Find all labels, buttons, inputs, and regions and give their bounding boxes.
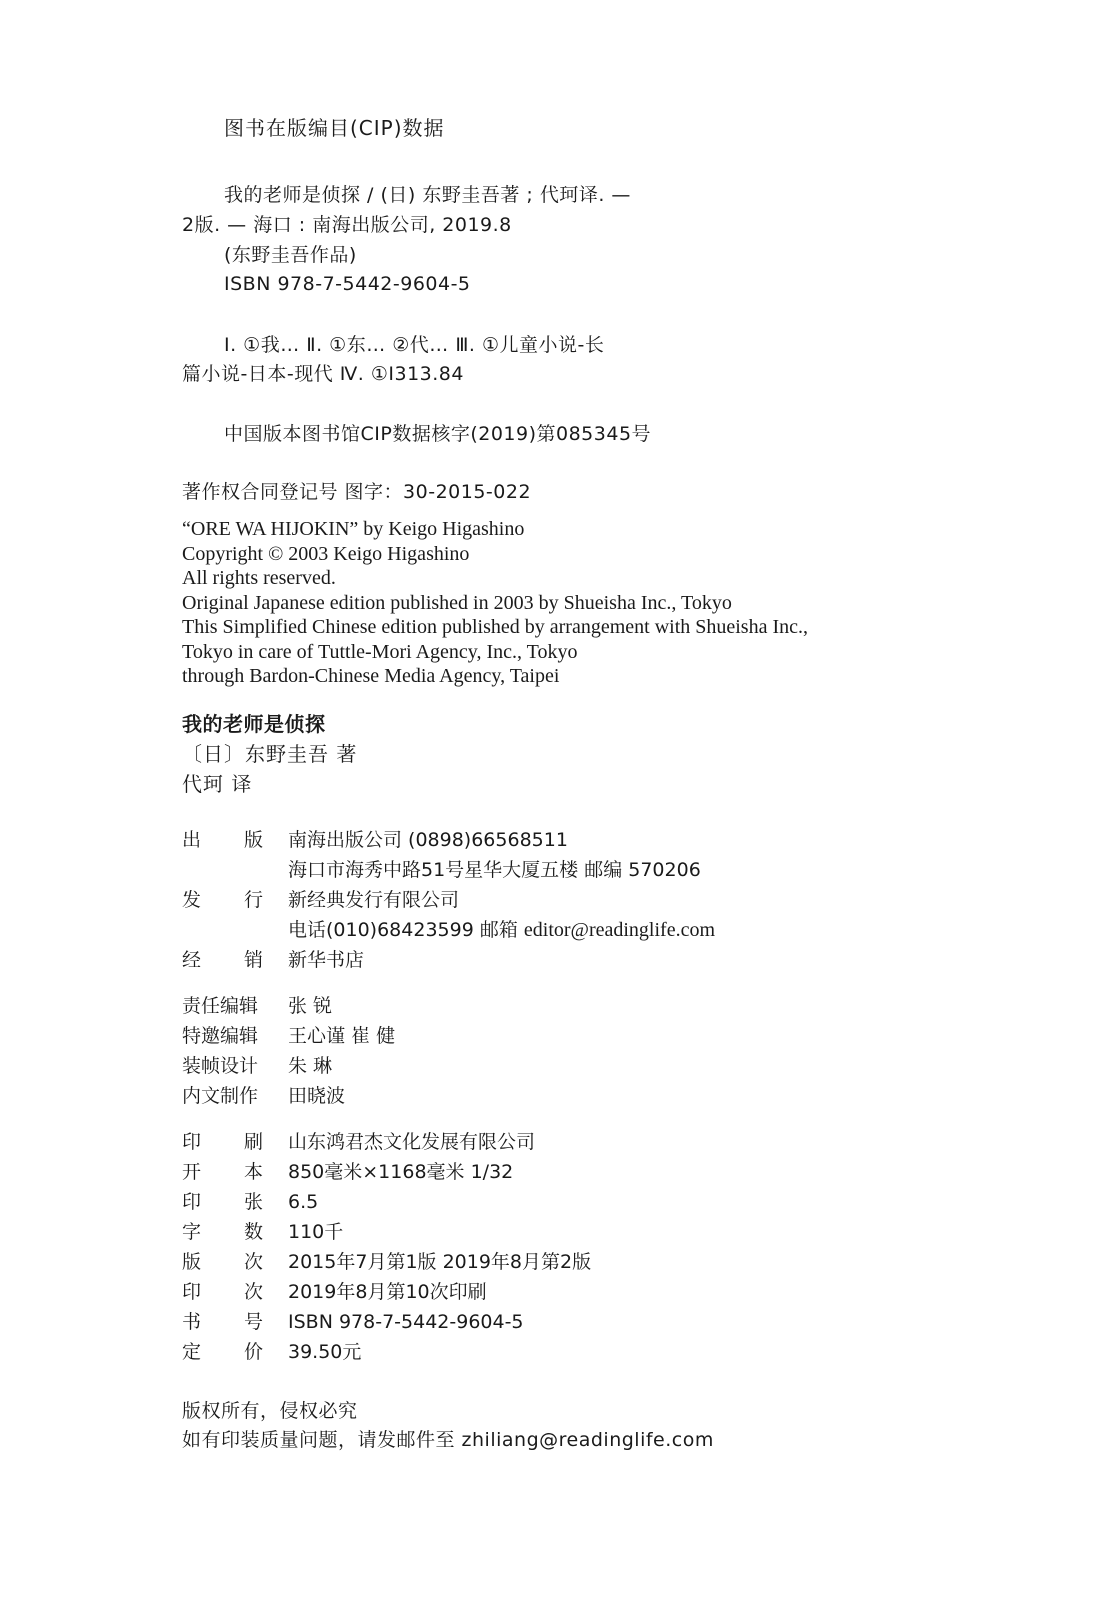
spec-label-edition-a: 版 <box>182 1251 202 1273</box>
spec-value-sheets: 6.5 <box>288 1191 319 1213</box>
spec-label-printing-a: 印 <box>182 1281 202 1303</box>
publisher-line1: 南海出版公司 (0898)66568511 <box>288 829 568 851</box>
publisher-line2: 海口市海秀中路51号星华大厦五楼 邮编 570206 <box>288 859 701 881</box>
cip-number: 中国版本图书馆CIP数据核字(2019)第085345号 <box>224 423 652 445</box>
spec-label-edition-b: 次 <box>244 1251 264 1273</box>
quality-notice: 如有印装质量问题，请发邮件至 zhiliang@readinglife.com <box>182 1429 714 1451</box>
spec-value-words: 110千 <box>288 1221 344 1243</box>
editor-label-responsible: 责任编辑 <box>182 995 259 1017</box>
spec-value-isbn: ISBN 978-7-5442-9604-5 <box>288 1311 524 1333</box>
spec-value-print: 山东鸿君杰文化发展有限公司 <box>288 1131 536 1153</box>
editor-label-special: 特邀编辑 <box>182 1025 259 1047</box>
distributor-line1: 新经典发行有限公司 <box>288 889 460 911</box>
distributor-label-a: 发 <box>182 889 202 911</box>
seller-value: 新华书店 <box>288 949 365 971</box>
spec-label-words-a: 字 <box>182 1221 202 1243</box>
cip-title: 图书在版编目(CIP)数据 <box>224 116 445 140</box>
spec-label-words-b: 数 <box>244 1221 264 1243</box>
spec-value-price: 39.50元 <box>288 1341 362 1363</box>
rights-notice: 版权所有，侵权必究 <box>182 1400 358 1422</box>
spec-label-isbn-a: 书 <box>182 1311 202 1333</box>
distributor-contact <box>288 918 715 942</box>
editor-value-special: 王心谨 崔 健 <box>288 1025 396 1047</box>
spec-value-printing: 2019年8月第10次印刷 <box>288 1281 487 1303</box>
seller-label-a: 经 <box>182 949 202 971</box>
cip-subject-line2: 篇小说-日本-现代 Ⅳ. ①I313.84 <box>182 363 464 385</box>
publisher-label-a: 出 <box>182 829 202 851</box>
spec-label-isbn-b: 号 <box>244 1311 264 1333</box>
cip-series: (东野圭吾作品) <box>224 244 357 266</box>
book-title: 我的老师是侦探 <box>182 712 326 736</box>
spec-value-edition: 2015年7月第1版 2019年8月第2版 <box>288 1251 592 1273</box>
editor-value-typesetting: 田晓波 <box>288 1085 346 1107</box>
distributor-label-b: 行 <box>244 889 264 911</box>
spec-value-format: 850毫米×1168毫米 1/32 <box>288 1161 514 1183</box>
english-line-7: through Bardon-Chinese Media Agency, Taipei <box>182 665 560 687</box>
english-line-6: Tokyo in care of Tuttle-Mori Agency, Inc., Tokyo <box>182 641 578 663</box>
spec-label-print-a: 印 <box>182 1131 202 1153</box>
editor-value-responsible: 张 锐 <box>288 995 333 1017</box>
spec-label-price-b: 价 <box>244 1341 264 1363</box>
copyright-registration: 著作权合同登记号 图字：30-2015-022 <box>182 481 532 503</box>
editor-label-typesetting: 内文制作 <box>182 1085 259 1107</box>
spec-label-price-a: 定 <box>182 1341 202 1363</box>
english-line-4: Original Japanese edition published in 2003 by Shueisha Inc., Tokyo <box>182 592 732 614</box>
distributor-phone: 电话(010)68423599 邮箱 <box>288 919 518 941</box>
cip-subject-line1: Ⅰ. ①我… Ⅱ. ①东… ②代… Ⅲ. ①儿童小说-长 <box>224 334 605 356</box>
spec-label-format-b: 本 <box>244 1161 264 1183</box>
seller-label-b: 销 <box>244 949 264 971</box>
english-line-3: All rights reserved. <box>182 567 336 589</box>
english-line-2: Copyright © 2003 Keigo Higashino <box>182 543 470 565</box>
cip-entry-line2: 2版. — 海口 : 南海出版公司, 2019.8 <box>182 214 512 236</box>
english-line-5: This Simplified Chinese edition published by arrangement with Shueisha Inc., <box>182 616 809 638</box>
spec-label-format-a: 开 <box>182 1161 202 1183</box>
publisher-label-b: 版 <box>244 829 264 851</box>
spec-label-printing-b: 次 <box>244 1281 264 1303</box>
book-author: 〔日〕东野圭吾 著 <box>182 742 358 766</box>
cip-entry-line1: 我的老师是侦探 / (日) 东野圭吾著 ; 代珂译. — <box>224 184 631 206</box>
distributor-email: editor@readinglife.com <box>523 919 716 941</box>
spec-label-print-b: 刷 <box>244 1131 264 1153</box>
cip-isbn: ISBN 978-7-5442-9604-5 <box>224 273 471 295</box>
book-translator: 代珂 译 <box>182 772 253 796</box>
editor-label-design: 装帧设计 <box>182 1055 259 1077</box>
spec-label-sheets-b: 张 <box>244 1191 264 1213</box>
editor-value-design: 朱 琳 <box>288 1055 333 1077</box>
english-line-1: “ORE WA HIJOKIN” by Keigo Higashino <box>182 518 525 540</box>
spec-label-sheets-a: 印 <box>182 1191 202 1213</box>
